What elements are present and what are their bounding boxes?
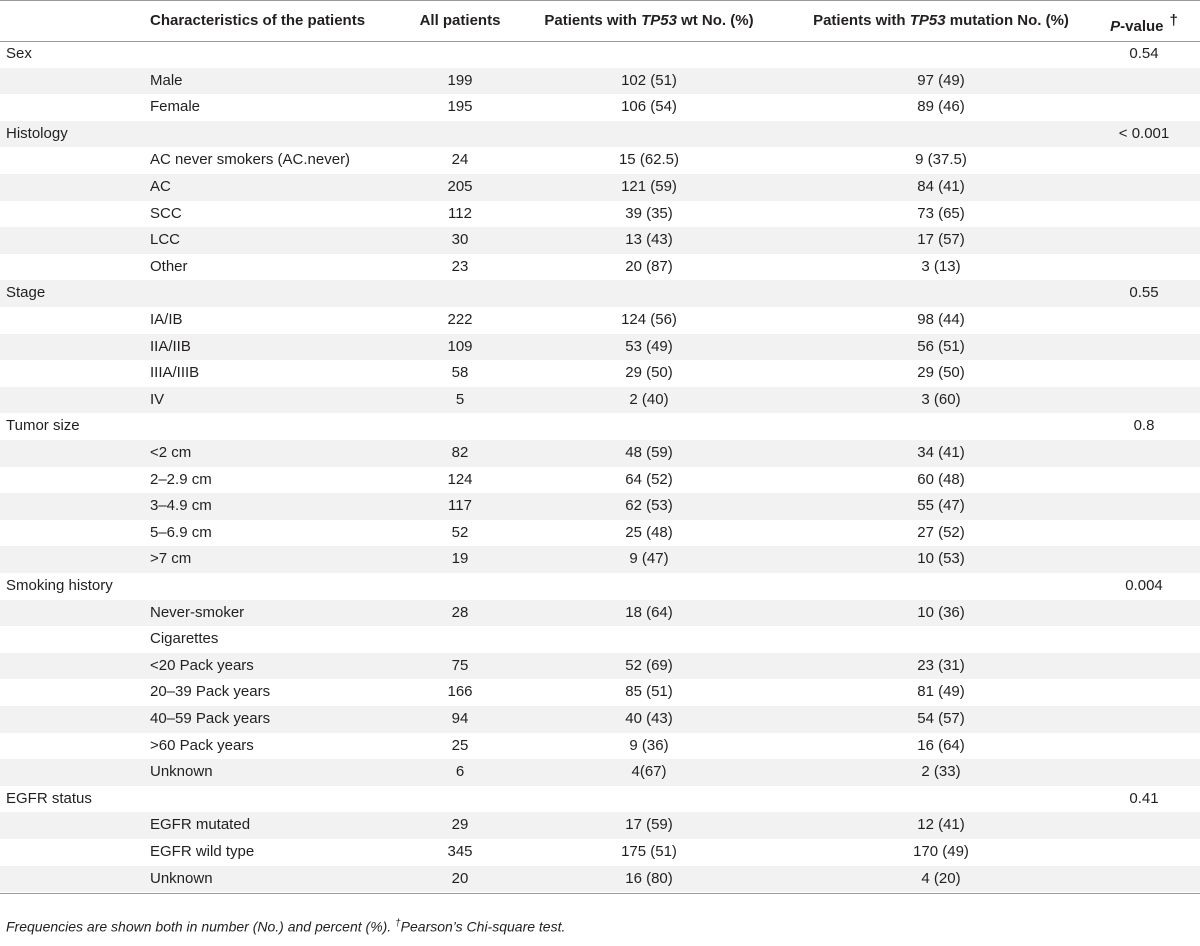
cell-tp53-mutation: 12 (41)	[917, 816, 965, 834]
header-tp53-wt	[524, 0, 774, 41]
cell-all-patients: 30	[451, 231, 469, 249]
row-category: Histology	[6, 124, 68, 142]
row-subcategory: AC never smokers (AC.never)	[150, 151, 351, 169]
table-row	[0, 839, 1200, 866]
header-tp53-mut-gene: TP53	[909, 12, 946, 29]
cell-p-value: 0.004	[1125, 577, 1163, 594]
cell-all-patients: 28	[451, 603, 469, 621]
table-row	[0, 600, 1200, 627]
row-subcategory: IIIA/IIIB	[150, 364, 200, 382]
table-row	[0, 413, 1200, 440]
cell-tp53-wt: 40 (43)	[625, 710, 673, 727]
cell-all-patients: 109	[447, 337, 473, 355]
cell-p-value: 0.41	[1129, 789, 1159, 807]
cell-tp53-wt: 16 (80)	[625, 869, 673, 887]
table-row	[0, 733, 1200, 760]
row-subcategory: Other	[150, 257, 188, 275]
cell-tp53-mutation: 60 (48)	[917, 470, 965, 488]
cell-all-patients: 199	[447, 71, 473, 89]
cell-tp53-mutation: 27 (52)	[917, 523, 965, 541]
cell-tp53-mutation: 89 (46)	[917, 98, 965, 116]
row-category: Tumor size	[6, 417, 80, 435]
row-subcategory: SCC	[150, 204, 182, 222]
cell-tp53-mutation: 2 (33)	[921, 763, 961, 781]
cell-tp53-mutation: 81 (49)	[917, 683, 965, 701]
cell-all-patients: 5	[455, 390, 465, 408]
cell-tp53-wt: 2 (40)	[629, 390, 669, 408]
header-characteristics: Characteristics of the patients	[150, 12, 366, 29]
cell-tp53-mutation: 4 (20)	[921, 869, 961, 887]
cell-tp53-mutation: 23 (31)	[917, 656, 965, 674]
cell-tp53-mutation: 34 (41)	[917, 444, 965, 461]
cell-tp53-mutation: 3 (60)	[921, 390, 961, 408]
cell-all-patients: 166	[447, 683, 473, 701]
cell-tp53-wt: 62 (53)	[625, 497, 673, 515]
table-row	[0, 546, 1200, 573]
row-category: Smoking history	[6, 577, 113, 594]
cell-tp53-mutation: 10 (53)	[917, 550, 965, 568]
cell-all-patients: 345	[447, 843, 473, 860]
cell-all-patients: 124	[447, 470, 473, 488]
cell-all-patients: 195	[447, 98, 473, 116]
cell-tp53-wt: 106 (54)	[621, 98, 677, 116]
cell-all-patients: 75	[451, 656, 469, 674]
header-p-value	[1108, 0, 1180, 47]
cell-all-patients: 19	[451, 550, 469, 568]
header-tp53-wt-pre: Patients with	[544, 12, 642, 29]
cell-all-patients: 112	[448, 204, 472, 222]
cell-tp53-wt: 64 (52)	[625, 470, 673, 488]
header-tp53-mut-pre: Patients with	[813, 12, 910, 29]
cell-all-patients: 23	[451, 257, 469, 275]
row-subcategory: LCC	[150, 231, 181, 249]
row-subcategory: 20–39 Pack years	[150, 683, 271, 701]
cell-tp53-mutation: 84 (41)	[917, 178, 965, 195]
cell-all-patients: 24	[451, 151, 469, 169]
row-subcategory: >60 Pack years	[150, 736, 254, 754]
cell-tp53-wt: 18 (64)	[625, 603, 673, 621]
cell-all-patients: 82	[451, 444, 469, 461]
table-row	[0, 360, 1200, 387]
header-p-italic: P	[1110, 18, 1121, 35]
cell-tp53-mutation: 10 (36)	[917, 603, 965, 621]
footnote-dagger: †	[395, 918, 401, 929]
row-subcategory: Female	[150, 98, 201, 116]
table-row	[0, 493, 1200, 520]
cell-tp53-wt: 39 (35)	[625, 204, 673, 222]
cell-tp53-mutation: 73 (65)	[917, 204, 965, 222]
table-row	[0, 41, 1200, 68]
row-subcategory: <2 cm	[150, 444, 192, 461]
table-row	[0, 626, 1200, 653]
row-subcategory: EGFR wild type	[150, 843, 255, 860]
cell-tp53-mutation: 56 (51)	[917, 337, 965, 355]
cell-all-patients: 20	[451, 869, 469, 887]
row-subcategory: <20 Pack years	[150, 656, 254, 674]
row-subcategory: 2–2.9 cm	[150, 470, 212, 488]
cell-tp53-wt: 9 (47)	[629, 550, 669, 568]
cell-tp53-wt: 48 (59)	[625, 444, 673, 461]
row-subcategory: Unknown	[150, 869, 213, 887]
row-subcategory: 5–6.9 cm	[150, 523, 212, 541]
cell-tp53-mutation: 17 (57)	[917, 231, 965, 249]
cell-all-patients: 94	[451, 710, 469, 727]
row-subcategory: Cigarettes	[150, 630, 219, 648]
table-row	[0, 440, 1200, 467]
row-category: Stage	[6, 284, 46, 302]
cell-tp53-wt: 9 (36)	[629, 736, 669, 754]
cell-tp53-wt: 15 (62.5)	[618, 151, 680, 169]
row-subcategory: >7 cm	[150, 550, 192, 568]
cell-tp53-mutation: 55 (47)	[917, 497, 965, 515]
cell-p-value: 0.55	[1129, 284, 1159, 302]
table-row	[0, 121, 1200, 148]
table-row	[0, 653, 1200, 680]
cell-all-patients: 52	[451, 523, 469, 541]
table-row	[0, 201, 1200, 228]
header-tp53-wt-gene: TP53	[641, 12, 677, 29]
cell-tp53-mutation: 16 (64)	[917, 736, 965, 754]
table-row	[0, 68, 1200, 95]
row-category: EGFR status	[6, 789, 92, 807]
cell-tp53-wt: 20 (87)	[625, 257, 673, 275]
cell-tp53-wt: 52 (69)	[625, 656, 673, 674]
row-subcategory: IA/IB	[150, 311, 183, 328]
cell-tp53-wt: 121 (59)	[621, 178, 677, 195]
table-row	[0, 812, 1200, 839]
table-row	[0, 307, 1200, 334]
cell-all-patients: 29	[451, 816, 469, 834]
cell-all-patients: 222	[447, 311, 473, 328]
row-category: Sex	[6, 45, 32, 62]
row-subcategory: 3–4.9 cm	[150, 497, 212, 515]
table-row	[0, 573, 1200, 600]
cell-tp53-wt: 29 (50)	[625, 364, 673, 382]
table-row	[0, 759, 1200, 786]
cell-tp53-mutation: 29 (50)	[917, 364, 965, 382]
cell-p-value: 0.8	[1133, 417, 1155, 435]
table-row	[0, 520, 1200, 547]
cell-all-patients: 58	[451, 364, 469, 382]
row-subcategory: Never-smoker	[150, 603, 245, 621]
table-row	[0, 147, 1200, 174]
cell-all-patients: 205	[447, 178, 473, 195]
cell-p-value: < 0.001	[1118, 124, 1170, 142]
cell-tp53-wt: 175 (51)	[621, 843, 677, 860]
table-row	[0, 786, 1200, 813]
row-subcategory: IV	[150, 390, 165, 408]
table-header-row	[0, 0, 1200, 41]
cell-tp53-mutation: 97 (49)	[917, 71, 965, 89]
cell-tp53-wt: 85 (51)	[625, 683, 673, 701]
cell-all-patients: 117	[448, 497, 472, 515]
row-subcategory: Male	[150, 71, 183, 89]
cell-tp53-wt: 25 (48)	[625, 523, 673, 541]
table-row	[0, 227, 1200, 254]
cell-tp53-mutation: 3 (13)	[921, 257, 961, 275]
header-tp53-mut-post: mutation No. (%)	[945, 12, 1069, 29]
cell-tp53-mutation: 54 (57)	[917, 710, 965, 727]
cell-tp53-mutation: 9 (37.5)	[915, 151, 967, 169]
table-row	[0, 387, 1200, 414]
header-tp53-wt-post: wt No. (%)	[676, 12, 754, 29]
table-row	[0, 174, 1200, 201]
table-row	[0, 94, 1200, 121]
table-row	[0, 706, 1200, 733]
row-subcategory: IIA/IIB	[150, 337, 191, 355]
cell-tp53-wt: 13 (43)	[625, 231, 673, 249]
table-bottom-rule	[0, 893, 1200, 894]
header-p-dagger: †	[1169, 12, 1178, 29]
footnote-text: Frequencies are shown both in number (No.) and percent (%).	[6, 918, 396, 935]
table-row	[0, 334, 1200, 361]
cell-tp53-mutation: 98 (44)	[917, 311, 965, 328]
row-subcategory: EGFR mutated	[150, 816, 251, 834]
table-footnote	[6, 918, 565, 935]
header-tp53-mutation	[774, 0, 1108, 41]
row-subcategory: AC	[150, 178, 171, 195]
row-subcategory: Unknown	[150, 763, 213, 781]
cell-tp53-mutation: 170 (49)	[913, 843, 969, 860]
cell-tp53-wt: 53 (49)	[625, 337, 673, 355]
cell-tp53-wt: 102 (51)	[621, 71, 677, 89]
cell-tp53-wt: 4(67)	[631, 763, 667, 781]
table-row	[0, 280, 1200, 307]
row-subcategory: 40–59 Pack years	[150, 710, 271, 727]
table-row	[0, 679, 1200, 706]
table-row	[0, 467, 1200, 494]
cell-all-patients: 25	[451, 736, 469, 754]
table-row	[0, 866, 1200, 893]
cell-p-value: 0.54	[1129, 45, 1159, 62]
cell-tp53-wt: 17 (59)	[625, 816, 673, 834]
header-p-rest: -value	[1120, 18, 1164, 35]
footnote-test: Pearson’s Chi-square test.	[400, 918, 566, 935]
header-all-patients: All patients	[419, 12, 501, 29]
table-row	[0, 254, 1200, 281]
cell-all-patients: 6	[455, 763, 465, 781]
cell-tp53-wt: 124 (56)	[621, 311, 677, 328]
